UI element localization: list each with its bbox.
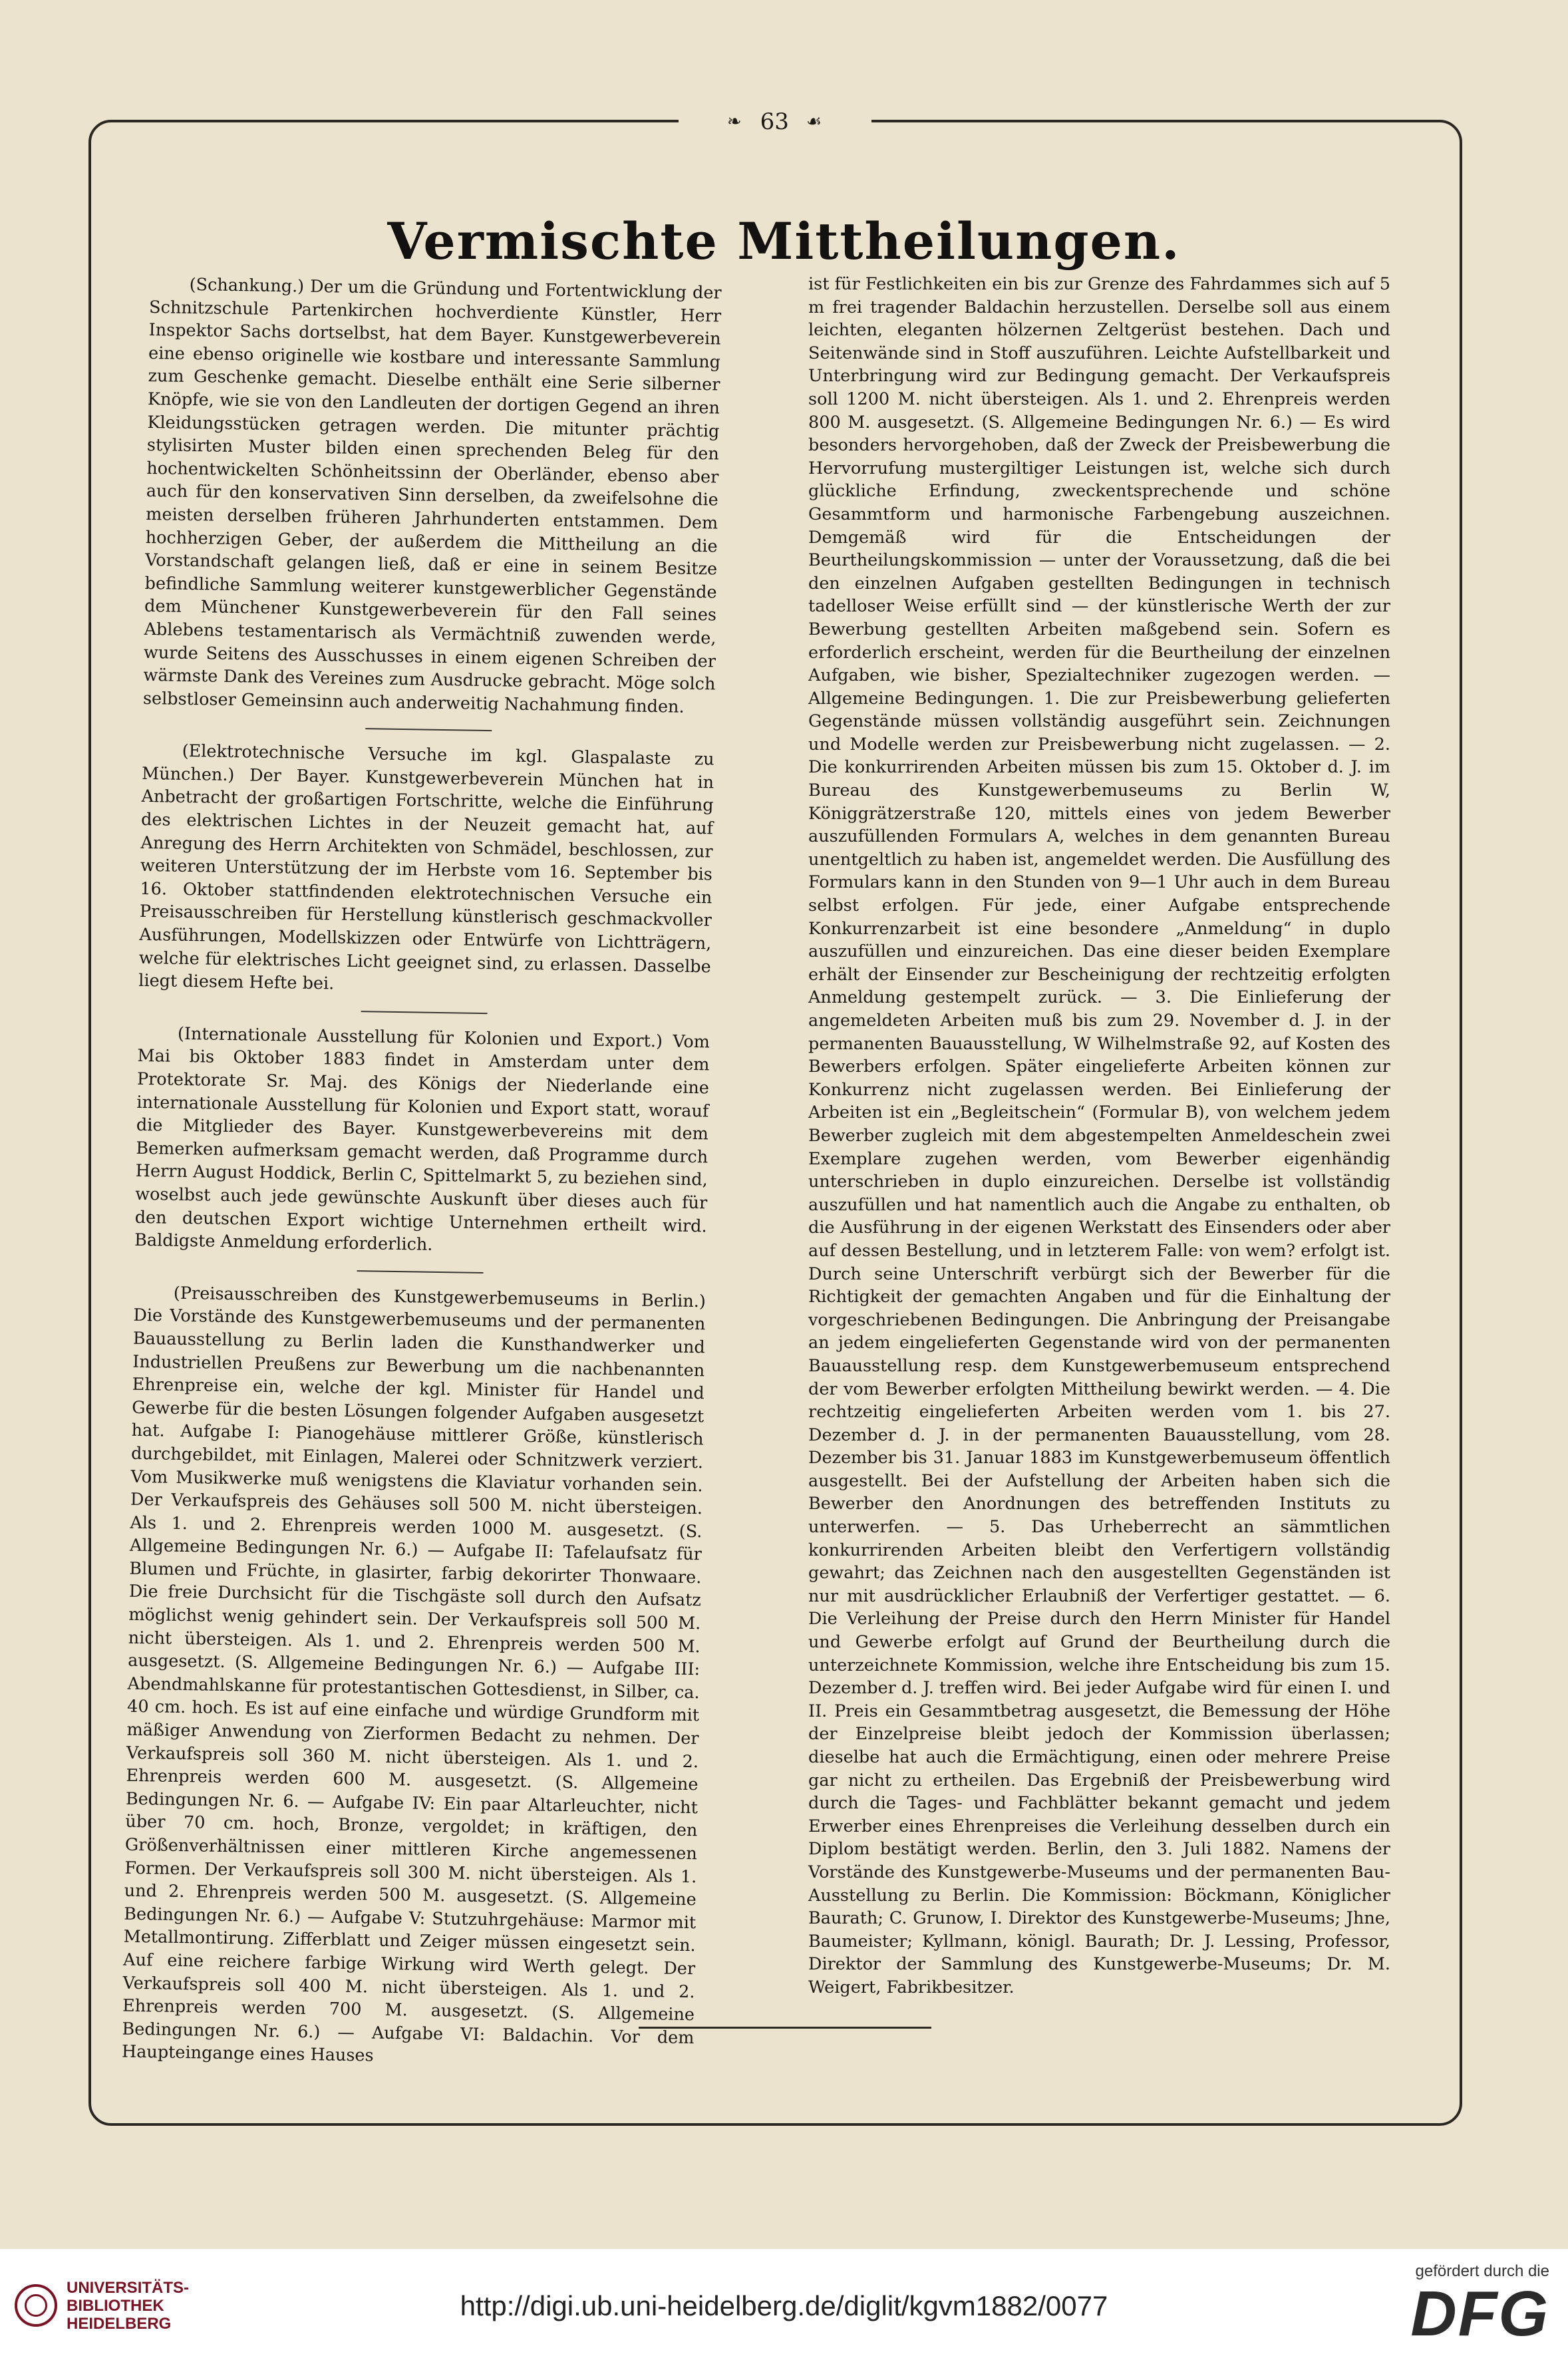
article-elektrotechnische-versuche: (Elektrotechnische Versuche im kgl. Glaspalaste zu München.) Der Bayer. Kunstgewerbeverein München hat in Anbetracht der großartigen Fortschritte, welche die Einführung des elektrischen Lichtes in der Neuzeit gemacht hat, auf Anregung des Herrn Architekten von Schmädel, beschlossen, zur weiteren Unterstützung der im Herbste vom 16. September bis 16. Oktober stattfindenden elektrotechnischen Versuche ein Preisausschreiben für Herstellung künstlerisch geschmackvoller Ausführungen, Modellskizzen oder Entwürfe von Lichtträgern, welche für elektrisches Licht geeignet sind, zu erlassen. Dasselbe liegt diesem Hefte bei. xyxy=(138,741,714,994)
article-preisausschreiben: (Preisausschreiben des Kunstgewerbemuseums in Berlin.) Die Vorstände des Kunstgewerbemuseums und der permanenten Bauausstellung zu Berlin laden die Kunsthandwerker und Industriellen Preußens zur Bewerbung um die nachbenannten Ehrenpreise ein, welche der kgl. Minister für Handel und Gewerbe für die besten Lösungen folgender Aufgaben ausgesetzt hat. Aufgabe I: Pianogehäuse mittlerer Größe, künstlerisch durchgebildet, mit Einlagen, Malerei oder Schnitzwerk verziert. Vom Musikwerke muß wenigstens die Klaviatur vorhanden sein. Der Verkaufspreis des Gehäuses soll 500 M. nicht übersteigen. Als 1. und 2. Ehrenpreis werden 1000 M. ausgesetzt. (S. Allgemeine Bedingungen Nr. 6.) — Aufgabe II: Tafelaufsatz für Blumen und Früchte, in glasirter, farbig dekorirter Thonwaare. Die freie Durchsicht für die Tischgäste soll durch den Aufsatz möglichst wenig gehindert sein. Der Verkaufspreis soll 500 M. nicht übersteigen. Als 1. und 2. Ehrenpreis werden 500 M. ausgesetzt. (S. Allgemeine Bedingungen Nr. 6.) — Aufgabe III: Abendmahlskanne für protestantischen Gottesdienst, in Silber, ca. 40 cm. hoch. Es ist auf eine einfache und würdige Grundform mit mäßiger Anwendung von Zierformen Bedacht zu nehmen. Der Verkaufspreis soll 360 M. nicht übersteigen. Als 1. und 2. Ehrenpreis werden 600 M. ausgesetzt. (S. Allgemeine Bedingungen Nr. 6. — Aufgabe IV: Ein paar Altarleuchter, nicht über 70 cm. hoch, Bronze, vergoldet; in kräftigen, den Größenverhältnissen einer mittleren Kirche angemessenen Formen. Der Verkaufspreis soll 300 M. nicht übersteigen. Als 1. und 2. Ehrenpreis werden 500 M. ausgesetzt. (S. Allgemeine Bedingungen Nr. 6.) — Aufgabe V: Stutzuhrgehäuse: Marmor mit Metallmontirung. Zifferblatt und Zeiger müssen eingesetzt sein. Auf eine reichere farbige Wirkung wird Werth gelegt. Der Verkaufspreis soll 400 M. nicht übersteigen. Als 1. und 2. Ehrenpreis werden 700 M. ausgesetzt. (S. Allgemeine Bedingungen Nr. 6.) — Aufgabe VI: Baldachin. Vor dem Haupteingange eines Hauses xyxy=(121,1283,706,2066)
page-number-header xyxy=(679,106,871,137)
article-internationale-ausstellung: (Internationale Ausstellung für Kolonien und Export.) Vom Mai bis Oktober 1883 findet in Amsterdam unter dem Protektorate Sr. Maj. des Königs der Niederlande eine internationale Ausstellung für Kolonien und Export statt, worauf die Mitglieder des Bayer. Kunstgewerbevereins mit dem Bemerken aufmerksam gemacht werden, daß Programme durch Herrn August Hoddick, Berlin C, Spittelmarkt 5, zu beziehen sind, woselbst auch jede gewünschte Auskunft über dieses auch für den deutschen Export wichtige Unternehmen ertheilt wird. Baldigste Anmeldung erforderlich. xyxy=(134,1023,710,1256)
funder-block[interactable] xyxy=(1390,2262,1549,2347)
viewer-footer xyxy=(0,2249,1568,2368)
page-number: 63 xyxy=(760,108,789,135)
ornament-right-icon: ☙ xyxy=(806,112,824,132)
end-rule xyxy=(639,2027,931,2029)
ornament-left-icon: ❧ xyxy=(726,112,743,132)
article-divider xyxy=(357,1270,483,1273)
left-column xyxy=(122,273,722,2073)
funding-label: gefördert durch die xyxy=(1415,2262,1549,2280)
right-column xyxy=(808,273,1390,1999)
page-title: Vermischte Mittheilungen. xyxy=(387,212,1181,271)
article-preisausschreiben-continued: ist für Festlichkeiten ein bis zur Grenze des Fahrdammes sich auf 5 m frei tragender Baldachin herzustellen. Derselbe soll aus einem leichten, eleganten hölzernen Zeltgerüst bestehen. Dach und Seitenwände sind in Stoff auszuführen. Leichte Aufstellbarkeit und Unterbringung wird zur Bedingung gemacht. Der Verkaufspreis soll 1200 M. nicht übersteigen. Als 1. und 2. Ehrenpreis werden 800 M. ausgesetzt. (S. Allgemeine Bedingungen Nr. 6.) — Es wird besonders hervorgehoben, daß der Zweck der Preisbewerbung die Hervorrufung mustergiltiger Leistungen ist, welche sich durch glückliche Erfindung, zweckentsprechende und schöne Gesammtform und harmonische Farbengebung auszeichnen. Demgemäß wird für die Entscheidungen der Beurtheilungskommission — unter der Voraussetzung, daß die bei den einzelnen Aufgaben gestellten Bedingungen in technisch tadelloser Weise erfüllt sind — der künstlerische Werth der zur Bewerbung gestellten Arbeiten maßgebend sein. Sofern es erforderlich erscheint, werden für die Beurtheilung der einzelnen Aufgaben, wie bisher, Spezialtechniker zugezogen werden. — Allgemeine Bedingungen. 1. Die zur Preisbewerbung gelieferten Gegenstände müssen vollständig ausgeführt sein. Zeichnungen und Modelle werden zur Preisbewerbung nicht zugelassen. — 2. Die konkurrirenden Arbeiten müssen bis zum 15. Oktober d. J. im Bureau des Kunstgewerbemuseums zu Berlin W, Königgrätzerstraße 120, mittels eines von jedem Bewerber auszufüllenden Formulars A, welches in dem genannten Bureau unentgeltlich zu haben ist, angemeldet werden. Die Ausfüllung des Formulars kann in den Stunden von 9—1 Uhr auch in dem Bureau selbst erfolgen. Für jede, einer Aufgabe entsprechende Konkurrenzarbeit ist eine besondere „Anmeldung“ in duplo auszufüllen und einzureichen. Das eine dieser beiden Exemplare erhält der Einsender zur Bescheinigung der rechtzeitig erfolgten Anmeldung gestempelt zurück. — 3. Die Einlieferung der angemeldeten Arbeiten muß bis zum 29. November d. J. in der permanenten Bauausstellung, W Wilhelmstraße 92, auf Kosten des Bewerbers erfolgen. Später eingelieferte Arbeiten können zur Konkurrenz nicht zugelassen werden. Bei Einlieferung der Arbeiten ist ein „Begleitschein“ (Formular B), von welchem jedem Bewerber zugleich mit dem abgestempelten Anmeldeschein zwei Exemplare zugehen werden, vom Bewerber eigenhändig unterschrieben in duplo einzureichen. Derselbe ist vollständig auszufüllen und hat namentlich auch die Angabe zu enthalten, ob die Ausführung in der eigenen Werkstatt des Einsenders oder aber auf dessen Bestellung, und in letzterem Falle: von wem? erfolgt ist. Durch seine Unterschrift verbürgt sich der Bewerber für die Richtigkeit der gemachten Angaben und für die Einhaltung der vorgeschriebenen Bedingungen. Die Anbringung der Preisangabe an jedem eingelieferten Gegenstande wird von der permanenten Bauausstellung resp. dem Kunstgewerbemuseum entsprechend der vom Bewerber erfolgten Mittheilung bewirkt werden. — 4. Die rechtzeitig eingelieferten Arbeiten werden vom 1. bis 27. Dezember d. J. in der permanenten Bauausstellung, vom 28. Dezember bis 31. Januar 1883 im Kunstgewerbemuseum öffentlich ausgestellt. Bei der Aufstellung der Arbeiten haben sich die Bewerber den Anordnungen des betreffenden Instituts zu unterwerfen. — 5. Das Urheberrecht an sämmtlichen konkurrirenden Arbeiten bleibt den Verfertigern vollständig gewahrt; das Zeichnen nach den ausgestellten Gegenständen ist nur mit ausdrücklicher Erlaubniß der Verfertiger gestattet. — 6. Die Verleihung der Preise durch den Herrn Minister für Handel und Gewerbe erfolgt auf Grund der Beurtheilung durch die unterzeichnete Kommission, welche ihre Entscheidung bis zum 15. Dezember d. J. treffen wird. Bei jeder Aufgabe wird für einen I. und II. Preis ein Gesammtbetrag ausgesetzt, die Bemessung der Höhe der Einzelpreise bleibt jedoch der Kommission überlassen; dieselbe hat auch die Ermächtigung, einen oder mehrere Preise gar nicht zu ertheilen. Das Ergebniß der Preisbewerbung wird durch die Tages- und Fachblätter bekannt gemacht und jedem Erwerber eines Ehrenpreises die Verleihung desselben durch ein Diplom bestätigt werden. Berlin, den 3. Juli 1882. Namens der Vorstände des Kunstgewerbe-Museums und der permanenten Bau-Ausstellung zu Berlin. Die Kommission: Böckmann, Königlicher Baurath; C. Grunow, I. Direktor des Kunstgewerbe-Museums; Jhne, Baumeister; Kyllmann, königl. Baurath; Dr. J. Lessing, Professor, Direktor der Sammlung des Kunstgewerbe-Museums; Dr. M. Weigert, Fabrikbesitzer. xyxy=(808,274,1390,1997)
dfg-logo: DFG xyxy=(1410,2278,1549,2349)
library-name: UNIVERSITÄTS- BIBLIOTHEK HEIDELBERG xyxy=(67,2278,190,2333)
article-divider xyxy=(361,1011,488,1014)
permalink-url[interactable]: http://digi.ub.uni-heidelberg.de/diglit/kgvm1882/0077 xyxy=(460,2290,1108,2321)
article-schankung: (Schankung.) Der um die Gründung und Fortentwicklung der Schnitzschule Partenkirchen hochverdiente Künstler, Herr Inspektor Sachs dortselbst, hat dem Bayer. Kunstgewerbeverein eine ebenso originelle wie kostbare und interessante Sammlung zum Geschenke gemacht. Dieselbe enthält eine Serie silberner Knöpfe, wie sie von den Landleuten der dortigen Gegend an ihren Kleidungsstücken getragen werden. Die mitunter prächtig stylisirten Muster bilden einen sprechenden Beleg für den hochentwickelten Schönheitssinn der Oberländer, ebenso aber auch für den konservativen Sinn derselben, da zweifelsohne die meisten derselben früheren Jahrhunderten entstammen. Dem hochherzigen Geber, der außerdem die Mittheilung an die Vorstandschaft gelangen ließ, daß er eine in seinem Besitze befindliche Sammlung weiterer kunstgewerblicher Gegenstände dem Münchener Kunstgewerbeverein für den Fall seines Ablebens testamentarisch als Vermächtniß zuwenden werde, wurde Seitens des Ausschusses in einem eigenen Schreiben der wärmste Dank des Vereines zum Ausdrucke gebracht. Möge solch selbstloser Gemeinsinn auch anderweitig Nachahmung finden. xyxy=(142,274,722,717)
article-divider xyxy=(365,728,492,731)
